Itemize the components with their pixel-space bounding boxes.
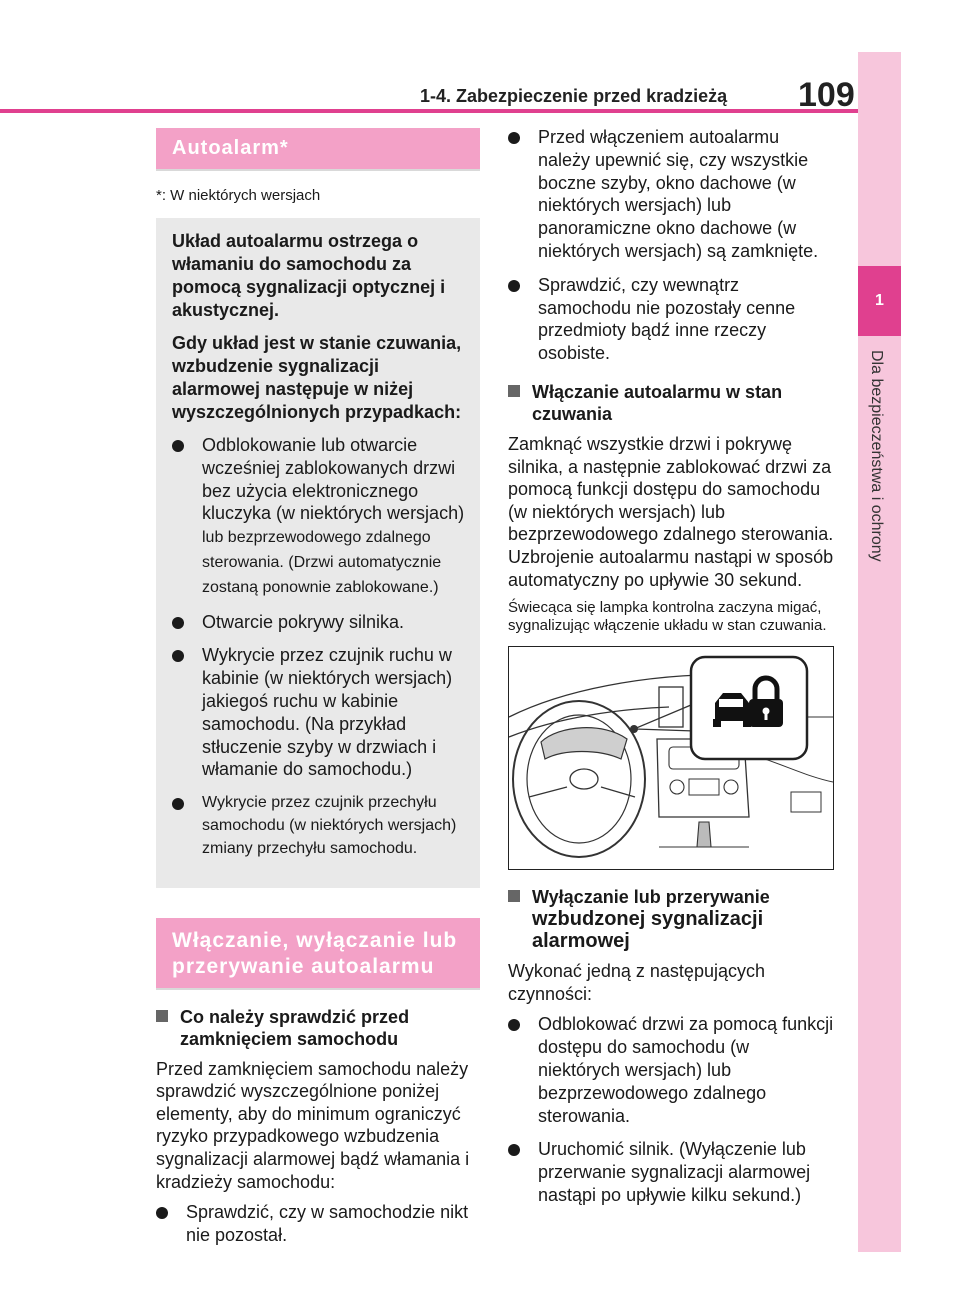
bullet-icon [156,1207,168,1219]
box-intro-2: Gdy układ jest w stanie czuwania, wzbudzenie sygnalizacji alarmowej następuje w niżej wyszczególnionych przypadkach: [172,333,462,422]
chapter-side-tab [858,52,901,1252]
left-column [156,128,480,1258]
paragraph: Zamknąć wszystkie drzwi i pokrywę silnika, a następnie zablokować drzwi za pomocą funkcji dostępu do samochodu (w niektórych wersjach) lub bezprzewodowego zdalnego sterowania. Uzbrojenie autoalarmu nastąpi w sposób automatyczny po upływie 30 sekund. [508,433,834,590]
right-column [508,126,834,1218]
bullet-icon [508,1144,520,1156]
bullet-icon [172,798,184,810]
list-item: Uruchomić silnik. (Wyłączenie lub przerwanie sygnalizacji alarmowej nastąpi po upływie kilku sekund.) [508,1138,834,1206]
square-bullet-icon [508,385,520,397]
trigger-list [172,434,466,861]
header-rule [0,109,858,113]
bullet-icon [508,1019,520,1031]
chapter-title: Dla bezpieczeństwa i ochrony [868,350,885,562]
page-number: 109 [798,76,855,114]
square-bullet-icon [508,890,520,902]
paragraph: Wykonać jedną z następujących czynności: [508,961,765,1004]
chapter-number-tab[interactable]: 1 [858,266,901,336]
subhead-check-before-locking: Co należy sprawdzić przed zamknięciem samochodu [156,1006,480,1050]
list-item: Sprawdzić, czy wewnątrz samochodu nie pozostały cenne przedmioty bądź inne rzeczy osobiste. [508,274,834,365]
dashboard-drawing [509,647,833,869]
bullet-icon [508,132,520,144]
dashboard-illustration [508,646,834,870]
indicator-note: Świecąca się lampka kontrolna zaczyna migać, sygnalizując włączenie układu w stan czuwania. [508,599,827,634]
section-title-autoalarm: Autoalarm* [156,128,480,171]
paragraph: Przed zamknięciem samochodu należy sprawdzić wyszczególnione poniżej elementy, aby do minimum ograniczyć ryzyko przypadkowego wzbudzenia sygnalizacji alarmowej bądź włamania i kradzieży samochodu: [156,1058,470,1192]
disarm-list [508,1013,834,1206]
subhead-arming: Włączanie autoalarmu w stan czuwania [508,381,834,425]
check-list-right [508,126,834,365]
list-item: Odblokowanie lub otwarcie wcześniej zablokowanych drzwi bez użycia elektronicznego kluczyka (w niektórych wersjach) lub bezprzewodowego zdalnego sterowania. (Drzwi automatycznie zostaną ponownie zablokowane.) [172,434,466,600]
list-item: Wykrycie przez czujnik ruchu w kabinie (w niektórych wersjach) jakiegoś ruchu w kabinie samochodu. (Na przykład stłuczenie szyby w drzwiach i włamanie do samochodu.) [172,644,466,781]
check-list-left [156,1201,480,1247]
list-item: Sprawdzić, czy w samochodzie nikt nie pozostał. [156,1201,480,1247]
box-intro-1: Układ autoalarmu ostrzega o włamaniu do samochodu za pomocą sygnalizacji optycznej i akustycznej. [172,231,446,320]
bullet-icon [172,650,184,662]
list-item: Wykrycie przez czujnik przechyłu samochodu (w niektórych wersjach) zmiany przechyłu samochodu. [172,792,466,860]
footnote: *: W niektórych wersjach [156,187,321,204]
running-title: 1-4. Zabezpieczenie przed kradzieżą [420,86,728,106]
info-box [156,218,480,888]
subhead-disarming: Wyłączanie lub przerywanie wzbudzonej sygnalizacji alarmowej [508,886,834,952]
list-item: Odblokować drzwi za pomocą funkcji dostępu do samochodu (w niektórych wersjach) lub bezprzewodowego zdalnego sterowania. [508,1013,834,1127]
bullet-icon [172,617,184,629]
square-bullet-icon [156,1010,168,1022]
bullet-icon [172,440,184,452]
list-item: Otwarcie pokrywy silnika. [172,611,466,634]
list-item: Przed włączeniem autoalarmu należy upewnić się, czy wszystkie boczne szyby, okno dachowe (w niektórych wersjach) lub panoramiczne okno dachowe (w niektórych wersjach) są zamknięte. [508,126,834,263]
bullet-icon [508,280,520,292]
section-title-arming: Włączanie, wyłączanie lub przerywanie autoalarmu [156,918,480,990]
